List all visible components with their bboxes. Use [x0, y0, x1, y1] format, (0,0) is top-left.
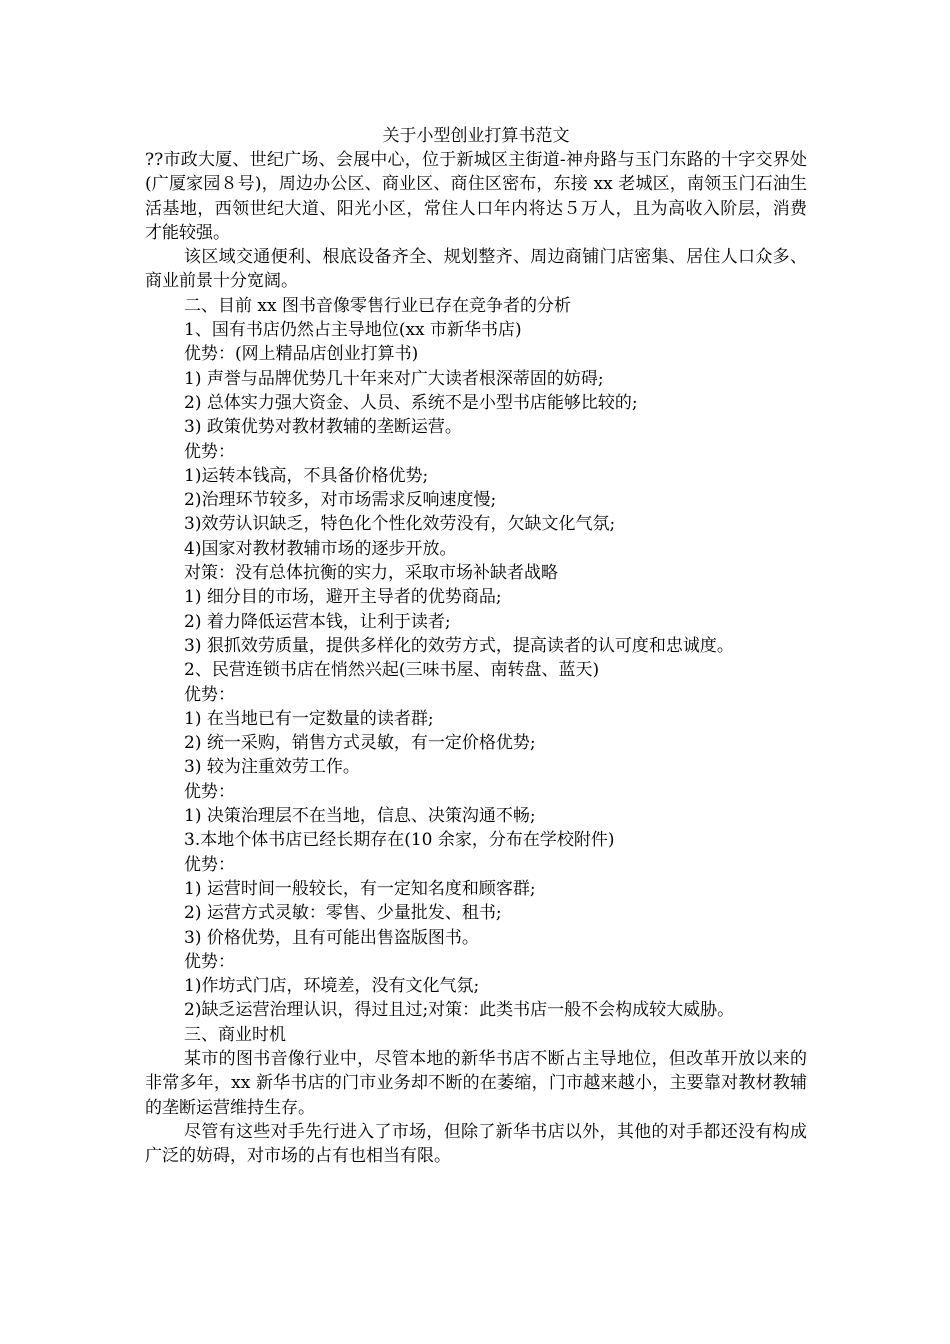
text-line: 2) 着力降低运营本钱，让利于读者;: [184, 611, 451, 632]
text-line: 3) 较为注重效劳工作。: [184, 757, 360, 778]
text-line: 优势：: [184, 441, 235, 462]
text-line: 优势：: [184, 951, 235, 972]
text-line: 2) 总体实力强大资金、人员、系统不是小型书店能够比较的;: [184, 392, 638, 413]
text-line: 3) 政策优势对教材教辅的垄断运营。: [184, 417, 462, 438]
text-line: 1)作坊式门店，环境差，没有文化气氛;: [184, 976, 480, 997]
text-line: 对策：没有总体抗衡的实力，采取市场补缺者战略: [184, 563, 558, 584]
paragraph: ??市政大厦、世纪广场、会展中心，位于新城区主街道-神舟路与玉门东路的十字交界处(广厦家园８号)，周边办公区、商业区、商住区密布，东接 xx 老城区，南领玉门石油生活基地，西领世纪大道、阳光小区，常住人口年内将达５万人，且为高收入阶层，消费才能较强。: [145, 150, 807, 243]
text-line: 2) 统一采购，销售方式灵敏，有一定价格优势;: [184, 733, 536, 754]
text-line: 优势：(网上精品店创业打算书): [184, 344, 419, 365]
text-line: 2)缺乏运营治理认识，得过且过;对策：此类书店一般不会构成较大威胁。: [184, 1000, 735, 1021]
text-line: 二、目前 xx 图书音像零售行业已存在竞争者的分析: [184, 295, 571, 316]
text-line: 1、国有书店仍然占主导地位(xx 市新华书店): [184, 320, 522, 341]
text-line: 4)国家对教材教辅市场的逐步开放。: [184, 538, 457, 559]
text-line: 3) 狠抓效劳质量，提供多样化的效劳方式，提高读者的认可度和忠诚度。: [184, 635, 734, 656]
text-line: 1) 决策治理层不在当地，信息、决策沟通不畅;: [184, 806, 536, 827]
paragraph: 该区域交通便利、根底设备齐全、规划整齐、周边商铺门店密集、居住人口众多、商业前景十分宽阔。: [145, 247, 807, 292]
paragraph: 尽管有这些对手先行进入了市场，但除了新华书店以外，其他的对手都还没有构成广泛的妨碍，对市场的占有也相当有限。: [145, 1121, 807, 1167]
text-line: 三、商业时机: [184, 1024, 286, 1045]
text-line: 3)效劳认识缺乏，特色化个性化效劳没有，欠缺文化气氛;: [184, 514, 616, 535]
document-title: 关于小型创业打算书范文: [382, 126, 570, 146]
text-line: 3) 价格优势，且有可能出售盗版图书。: [184, 927, 479, 948]
document-body: [145, 148, 807, 1168]
text-line: 优势：: [184, 684, 235, 705]
text-line: 1)运转本钱高，不具备价格优势;: [184, 465, 429, 486]
text-line: 1) 细分目的市场，避开主导者的优势商品;: [184, 587, 502, 608]
text-line: 1) 运营时间一般较长，有一定知名度和顾客群;: [184, 878, 536, 899]
text-line: 2、民营连锁书店在悄然兴起(三味书屋、南转盘、蓝天): [184, 660, 600, 681]
paragraph: 某市的图书音像行业中，尽管本地的新华书店不断占主导地位，但改革开放以来的非常多年，xx 新华书店的门市业务却不断的在萎缩，门市越来越小，主要靠对教材教辅的垄断运营维持生存。: [145, 1048, 807, 1118]
text-line: 3.本地个体书店已经长期存在(10 余家，分布在学校附件): [184, 830, 615, 851]
text-line: 2)治理环节较多，对市场需求反响速度慢;: [184, 490, 497, 511]
text-line: 1) 声誉与品牌优势几十年来对广大读者根深蒂固的妨碍;: [184, 368, 604, 389]
text-line: 优势：: [184, 781, 235, 802]
text-line: 优势：: [184, 854, 235, 875]
text-line: 2) 运营方式灵敏：零售、少量批发、租书;: [184, 903, 502, 924]
text-line: 1) 在当地已有一定数量的读者群;: [184, 708, 434, 729]
document-page: [145, 124, 807, 1168]
